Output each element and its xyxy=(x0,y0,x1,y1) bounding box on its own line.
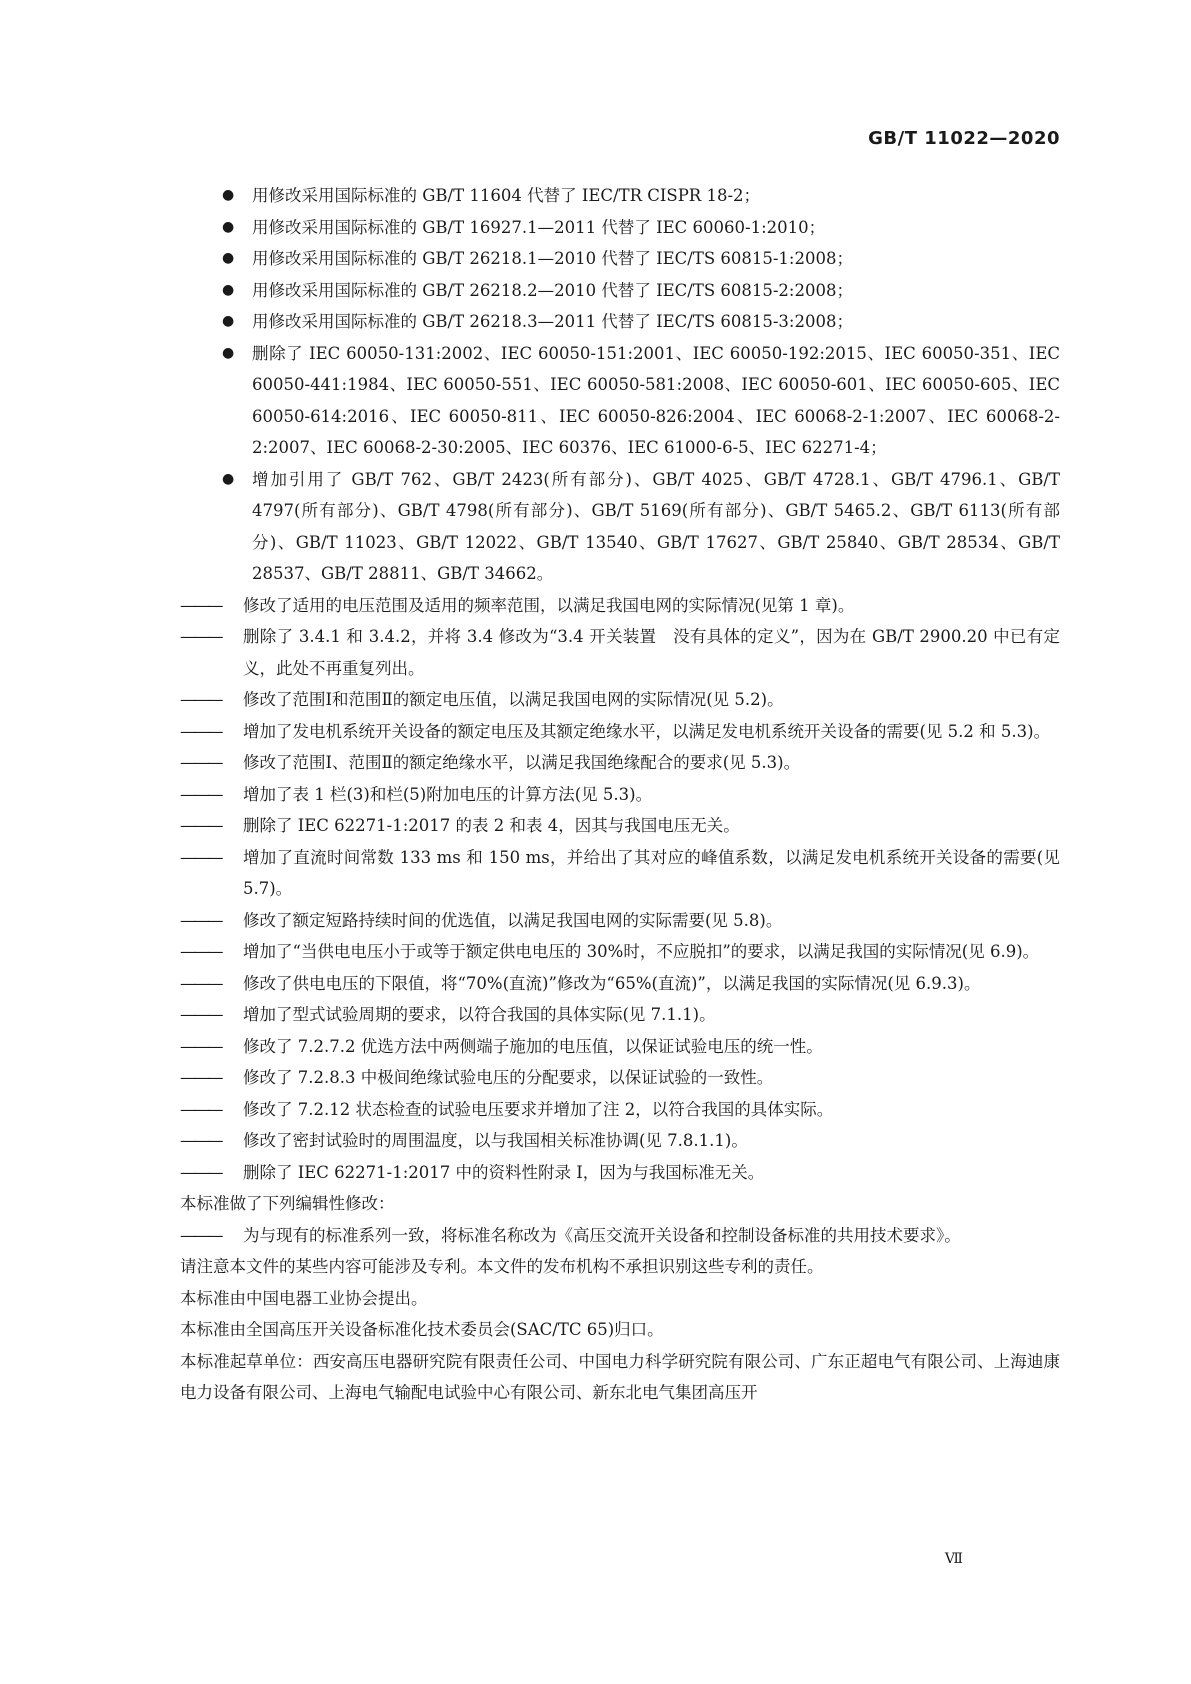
change-item-text: 修改了范围Ⅰ和范围Ⅱ的额定电压值，以满足我国电网的实际情况(见 5.2)。 xyxy=(243,690,784,709)
change-item xyxy=(180,716,1060,748)
bullet-icon: ● xyxy=(222,344,235,361)
dash-mark: ——— xyxy=(180,847,221,867)
change-item-text: 增加了发电机系统开关设备的额定电压及其额定绝缘水平，以满足发电机系统开关设备的需要(见 5.2 和 5.3)。 xyxy=(243,721,1051,741)
change-item xyxy=(180,999,1060,1031)
change-item xyxy=(180,1094,1060,1126)
dash-mark: ——— xyxy=(180,690,221,709)
change-item xyxy=(180,968,1060,1000)
change-item-text: 增加了表 1 栏(3)和栏(5)附加电压的计算方法(见 5.3)。 xyxy=(243,784,653,804)
change-item xyxy=(180,905,1060,937)
dash-mark: ——— xyxy=(180,784,221,804)
dash-mark: ——— xyxy=(180,973,221,993)
change-item xyxy=(180,1031,1060,1063)
dash-mark: ——— xyxy=(180,1005,221,1024)
change-item xyxy=(180,684,1060,716)
dash-mark: ——— xyxy=(180,1036,221,1056)
dash-mark: ——— xyxy=(180,627,221,646)
centralized-by: 本标准由全国高压开关设备标准化技术委员会(SAC/TC 65)归口。 xyxy=(180,1320,664,1339)
change-item xyxy=(180,590,1060,622)
change-item-text: 删除了 IEC 62271-1:2017 中的资料性附录 I，因为与我国标准无关。 xyxy=(243,1162,765,1182)
change-item xyxy=(180,842,1060,905)
list-item-text: 增加引用了 GB/T 762、GB/T 2423(所有部分)、GB/T 4025、GB/T 4728.1、GB/T 4796.1、GB/T 4797(所有部分)、GB/T 4798(所有部分)、GB/T 5169(所有部分)、GB/T 5465.2、GB/T 6113(所有部分)、GB/T 11023、GB/T 12022、GB/T 13540、GB/T 17627、GB/T 25840、GB/T 28534、GB/T 28537、GB/T 28811、GB/T 34662。 xyxy=(252,469,1060,583)
bullet-icon: ● xyxy=(222,313,235,329)
patent-notice: 请注意本文件的某些内容可能涉及专利。本文件的发布机构不承担识别这些专利的责任。 xyxy=(180,1257,824,1276)
change-item-text: 修改了供电电压的下限值，将“70%(直流)”修改为“65%(直流)”，以满足我国的实际情况(见 6.9.3)。 xyxy=(243,973,981,993)
change-item-text: 增加了直流时间常数 133 ms 和 150 ms，并给出了其对应的峰值系数，以满足发电机系统开关设备的需要(见 5.7)。 xyxy=(243,847,1060,898)
change-item xyxy=(180,747,1060,779)
dash-mark: ——— xyxy=(180,816,221,835)
change-item xyxy=(180,1157,1060,1189)
dash-mark: ——— xyxy=(180,1131,221,1150)
change-item xyxy=(180,936,1060,968)
standard-number: GB/T 11022—2020 xyxy=(868,128,1060,149)
dash-mark: ——— xyxy=(180,942,221,961)
bullet-icon: ● xyxy=(222,187,235,203)
dash-mark: ——— xyxy=(180,1068,221,1087)
change-item xyxy=(180,1220,1060,1252)
drafting-units: 本标准起草单位：西安高压电器研究院有限责任公司、中国电力科学研究院有限公司、广东正超电气有限公司、上海迪康电力设备有限公司、上海电气输配电试验中心有限公司、新东北电气集团高压开 xyxy=(180,1351,1060,1402)
list-item xyxy=(180,306,1060,338)
list-item xyxy=(180,338,1060,464)
change-item-text: 删除了 3.4.1 和 3.4.2，并将 3.4 修改为“3.4 开关装置 没有具体的定义”，因为在 GB/T 2900.20 中已有定义，此处不再重复列出。 xyxy=(243,627,1060,678)
list-item-text: 用修改采用国际标准的 GB/T 26218.3—2011 代替了 IEC/TS 60815-3:2008； xyxy=(252,312,853,331)
change-item-text: 删除了 IEC 62271-1:2017 的表 2 和表 4，因其与我国电压无关。 xyxy=(243,816,740,835)
change-item-text: 修改了密封试验时的周围温度，以与我国相关标准协调(见 7.8.1.1)。 xyxy=(243,1131,748,1150)
list-item xyxy=(180,243,1060,275)
change-item-text: 修改了 7.2.12 状态检查的试验电压要求并增加了注 2，以符合我国的具体实际。 xyxy=(243,1099,834,1119)
change-item-text: 修改了 7.2.7.2 优选方法中两侧端子施加的电压值，以保证试验电压的统一性。 xyxy=(243,1036,823,1056)
change-item xyxy=(180,1125,1060,1157)
change-item-text: 增加了型式试验周期的要求，以符合我国的具体实际(见 7.1.1)。 xyxy=(243,1005,716,1024)
list-item xyxy=(180,212,1060,244)
change-item-text: 修改了适用的电压范围及适用的频率范围，以满足我国电网的实际情况(见第 1 章)。 xyxy=(243,595,855,615)
foreword-content xyxy=(180,180,1060,1409)
list-item xyxy=(180,464,1060,590)
dash-mark: ——— xyxy=(180,1099,221,1119)
dash-mark: ——— xyxy=(180,753,221,772)
editorial-intro: 本标准做了下列编辑性修改： xyxy=(180,1194,395,1213)
list-item-text: 删除了 IEC 60050-131:2002、IEC 60050-151:2001、IEC 60050-192:2015、IEC 60050-351、IEC 60050-441:1984、IEC 60050-551、IEC 60050-581:2008、IEC 60050-601、IEC 60050-605、IEC 60050-614:2016、IEC 60050-811、IEC 60050-826:2004、IEC 60068-2-1:2007、IEC 60068-2-2:2007、IEC 60068-2-30:2005、IEC 60376、IEC 61000-6-5、IEC 62271-4； xyxy=(252,343,1060,457)
dash-mark: ——— xyxy=(180,1162,221,1182)
change-item-text: 为与现有的标准系列一致，将标准名称改为《高压交流开关设备和控制设备标准的共用技术要求》。 xyxy=(243,1225,961,1245)
list-item-text: 用修改采用国际标准的 GB/T 26218.1—2010 代替了 IEC/TS 60815-1:2008； xyxy=(252,249,853,268)
list-item-text: 用修改采用国际标准的 GB/T 16927.1—2011 代替了 IEC 60060-1:2010； xyxy=(252,217,826,237)
bullet-icon: ● xyxy=(222,281,235,298)
change-item-text: 增加了“当供电电压小于或等于额定供电电压的 30%时，不应脱扣”的要求，以满足我国的实际情况(见 6.9)。 xyxy=(243,942,1040,961)
list-item xyxy=(180,275,1060,307)
bullet-icon: ● xyxy=(222,218,235,235)
bullet-icon: ● xyxy=(222,250,235,266)
change-item-text: 修改了范围Ⅰ、范围Ⅱ的额定绝缘水平，以满足我国绝缘配合的要求(见 5.3)。 xyxy=(243,753,801,772)
list-item-text: 用修改采用国际标准的 GB/T 11604 代替了 IEC/TR CISPR 18-2； xyxy=(252,186,761,205)
reference-change-list xyxy=(180,180,1060,590)
dash-mark: ——— xyxy=(180,721,221,741)
change-item xyxy=(180,810,1060,842)
bullet-icon: ● xyxy=(222,470,235,487)
change-item-text: 修改了额定短路持续时间的优选值，以满足我国电网的实际需要(见 5.8)。 xyxy=(243,910,783,930)
proposed-by: 本标准由中国电器工业协会提出。 xyxy=(180,1288,428,1308)
page-number: Ⅶ xyxy=(944,1551,963,1567)
change-item xyxy=(180,621,1060,684)
technical-change-list xyxy=(180,590,1060,1189)
dash-mark: ——— xyxy=(180,1225,221,1245)
change-item xyxy=(180,779,1060,811)
dash-mark: ——— xyxy=(180,910,221,930)
dash-mark: ——— xyxy=(180,595,221,615)
list-item xyxy=(180,180,1060,212)
list-item-text: 用修改采用国际标准的 GB/T 26218.2—2010 代替了 IEC/TS 60815-2:2008； xyxy=(252,280,853,300)
editorial-change-list xyxy=(180,1220,1060,1252)
change-item-text: 修改了 7.2.8.3 中极间绝缘试验电压的分配要求，以保证试验的一致性。 xyxy=(243,1068,774,1087)
change-item xyxy=(180,1062,1060,1094)
